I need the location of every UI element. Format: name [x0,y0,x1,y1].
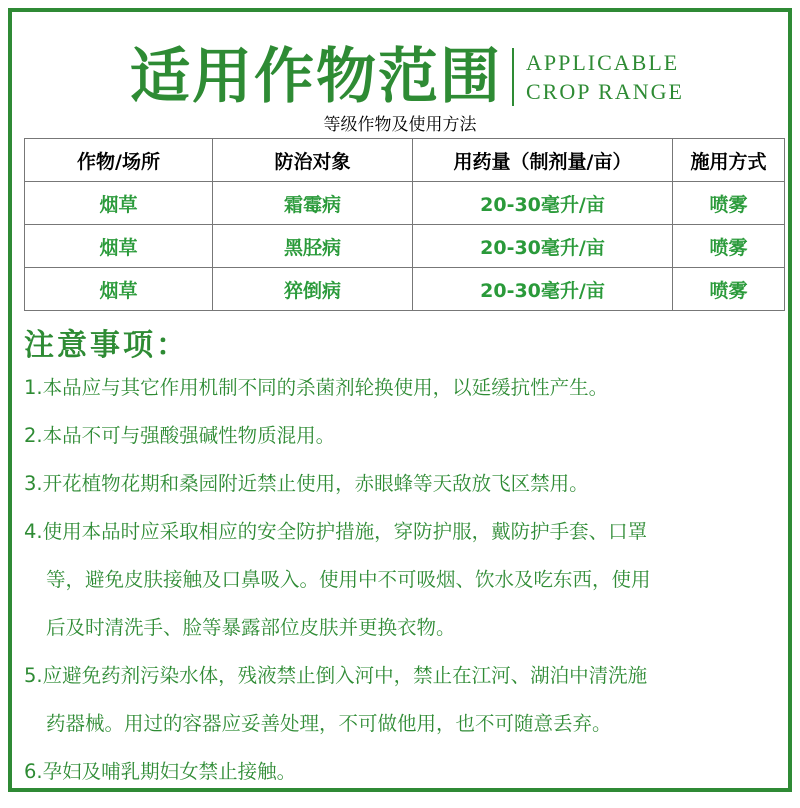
title-divider [512,48,514,106]
note-line: 3.开花植物花期和桑园附近禁止使用，赤眼蜂等天敌放飞区禁用。 [24,472,589,495]
column-header: 施用方式 [673,139,785,182]
dosage-table [24,138,785,311]
note-line: 后及时清洗手、脸等暴露部位皮肤并更换衣物。 [46,616,456,639]
header [130,36,684,118]
note-line: 2.本品不可与强酸强碱性物质混用。 [24,424,336,447]
note-item [24,652,792,748]
notes-list [24,364,792,796]
note-line: 等，避免皮肤接触及口鼻吸入。使用中不可吸烟、饮水及吃东西，使用 [46,568,651,591]
target-cell: 黑胫病 [213,225,413,268]
method-cell: 喷雾 [673,268,785,311]
note-line: 药器械。用过的容器应妥善处理，不可做他用，也不可随意丢弃。 [46,712,612,735]
dosage-cell: 20-30毫升/亩 [413,225,673,268]
note-item [24,364,792,412]
note-line: 4.使用本品时应采取相应的安全防护措施，穿防护服，戴防护手套、口罩 [24,520,648,543]
notes-heading: 注意事项： [24,328,189,363]
english-title [526,48,684,106]
table-subtitle: 等级作物及使用方法 [323,115,477,135]
note-item [24,460,792,508]
note-item [24,748,792,796]
page [8,8,792,792]
english-title-line-2: CROP RANGE [526,79,684,104]
method-cell: 喷雾 [673,182,785,225]
note-line: 5.应避免药剂污染水体，残液禁止倒入河中，禁止在江河、湖泊中清洗施 [24,664,648,687]
table-header-row [25,139,785,182]
crop-cell: 烟草 [25,182,213,225]
crop-cell: 烟草 [25,225,213,268]
method-cell: 喷雾 [673,225,785,268]
note-item [24,508,792,652]
table-row [25,225,785,268]
target-cell: 霜霉病 [213,182,413,225]
column-header: 用药量（制剂量/亩） [413,139,673,182]
main-title: 适用作物范围 [130,42,502,112]
table-row [25,182,785,225]
crop-cell: 烟草 [25,268,213,311]
note-line: 6.孕妇及哺乳期妇女禁止接触。 [24,760,297,783]
dosage-cell: 20-30毫升/亩 [413,182,673,225]
dosage-cell: 20-30毫升/亩 [413,268,673,311]
note-line: 1.本品应与其它作用机制不同的杀菌剂轮换使用，以延缓抗性产生。 [24,376,609,399]
table-row [25,268,785,311]
target-cell: 猝倒病 [213,268,413,311]
column-header: 防治对象 [213,139,413,182]
column-header: 作物/场所 [25,139,213,182]
english-title-line-1: APPLICABLE [526,50,680,75]
note-item [24,412,792,460]
